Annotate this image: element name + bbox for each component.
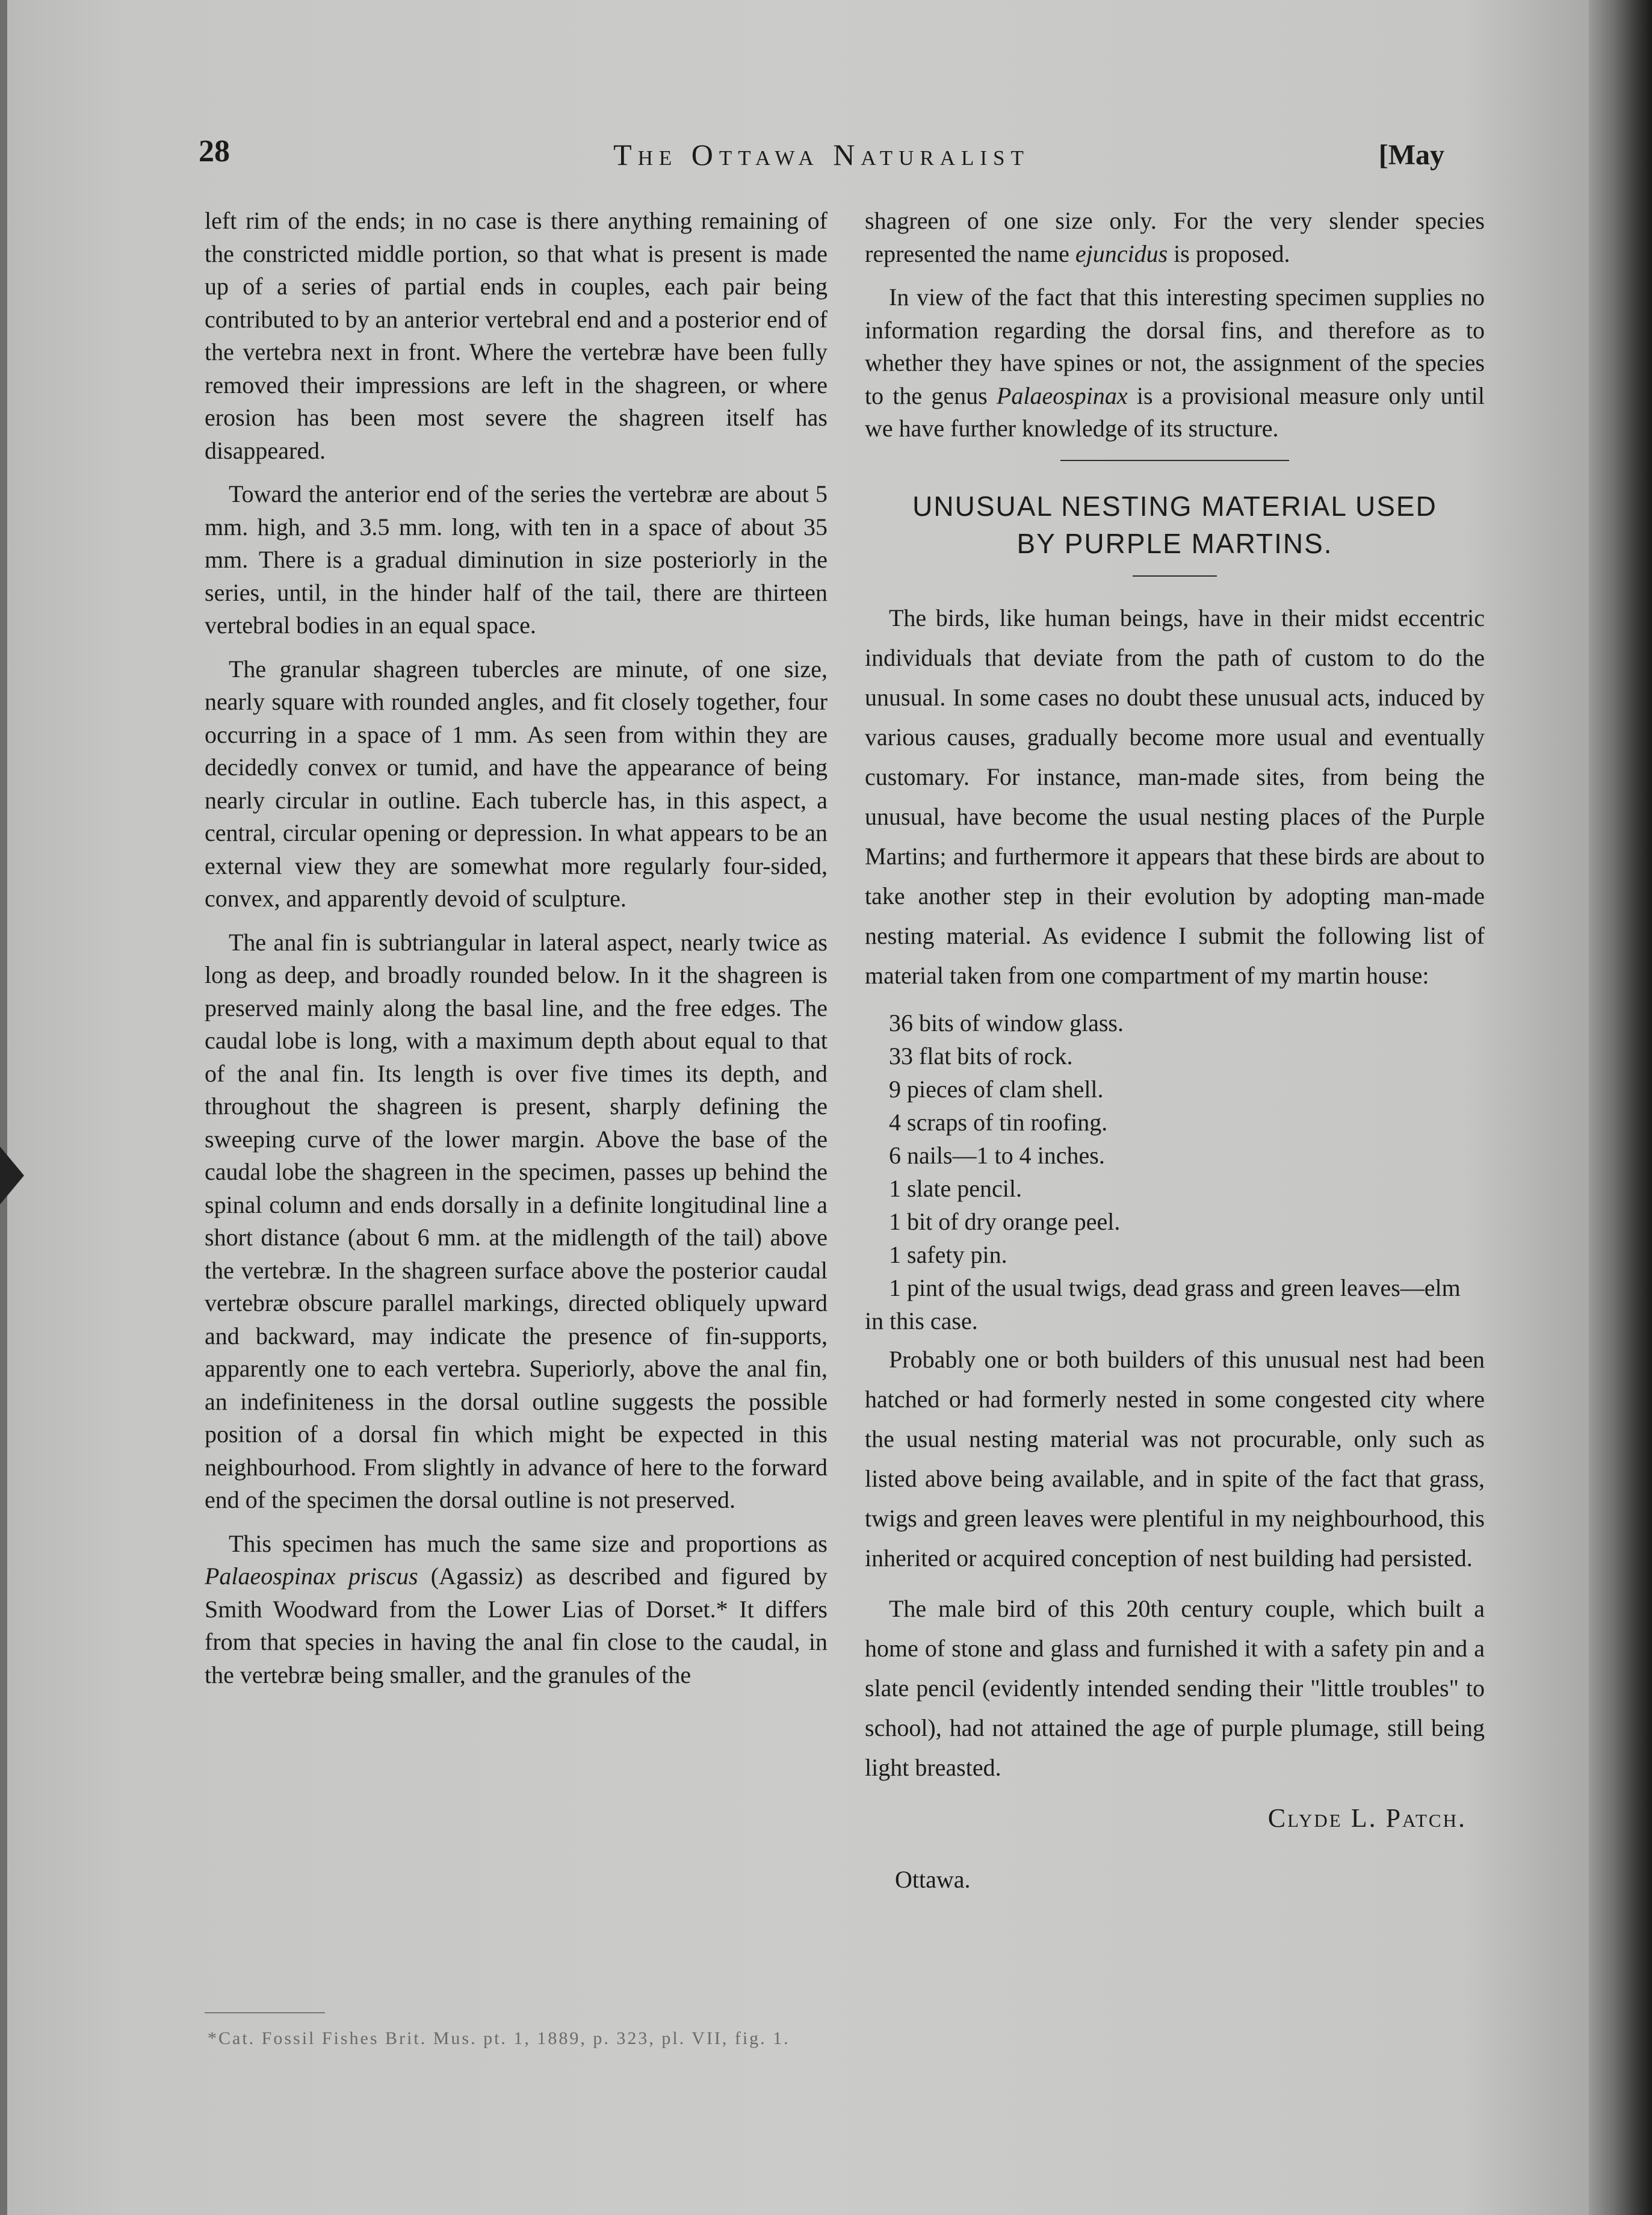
paragraph: left rim of the ends; in no case is there anything remaining of the constricted middle portion, so that what is present is made up of a series of partial ends in couples, each pair being contributed to by an anterior vertebral end and a posterior end of the vertebra next in front. Where the vertebræ have been fully removed their impressions are left in the shagreen, or where erosion has been most severe the shagreen itself has disappeared. [205,207,828,464]
list-item: 33 flat bits of rock. [889,1042,1073,1070]
paragraph: The anal fin is subtriangular in lateral aspect, nearly twice as long as deep, and broadly rounded below. In it the shagreen is preserved mainly along the basal line, and the free edges. The caudal lobe is long, with a maximum depth about equal to that of the anal fin. Its length is over five times its depth, and throughout the shagreen is present, sharply defining the sweeping curve of the lower margin. Above the base of the caudal lobe the shagreen in the specimen, passes up behind the spinal column and ends dorsally in a definite longitudinal line a short distance (about 6 mm. at the midlength of the tail) above the vertebræ. In the shagreen surface above the posterior caudal vertebræ obscure parallel markings, directed obliquely upward and backward, may indicate the presence of fin-supports, apparently one to each vertebra. Superiorly, above the anal fin, an indefiniteness in the dorsal outline suggests the possible position of a dorsal fin which might be expected in this neighbourhood. From slightly in advance of here to the forward end of the specimen the dorsal outline is not preserved. [205,928,828,1513]
paragraph: shagreen of one size only. For the very slender species represented the name ejuncidus is proposed. [865,207,1485,267]
left-column [205,205,828,1702]
article-body [865,598,1485,1900]
right-column [865,205,1485,1900]
paragraph: In view of the fact that this interesting specimen supplies no information regarding the dorsal fins, and therefore as to whether they have spines or not, the assignment of the species to the genus Palaeospinax is a provisional measure only until we have further knowledge of its structure. [865,283,1485,442]
genus-name: Palaeospinax [996,382,1128,409]
paragraph: The male bird of this 20th century couple, which built a home of stone and glass and furnished it with a safety pin and a slate pencil (evidently intended sending their "little troubles" to school), had not attained the age of purple plumage, still being light breasted. [865,1594,1485,1781]
list-item: 1 safety pin. [889,1241,1007,1268]
paragraph: Probably one or both builders of this unusual nest had been hatched or had formerly nested in some congested city where the usual nesting material was not procurable, only such as listed above being available, and in spite of the fact that grass, twigs and green leaves were plentiful in my neighbourhood, this inherited or acquired conception of nest building had persisted. [865,1345,1485,1572]
issue-month: [May [1378,139,1444,171]
paragraph: The birds, like human beings, have in their midst eccentric individuals that deviate from the path of custom to do the unusual. In some cases no doubt these unusual acts, induced by various causes, gradually become more usual and eventually customary. For instance, man-made sites, from being the unusual, have become the usual nesting places of the Purple Martins; and furthermore it appears that these birds are about to take another step in their evolution by adopting man-made nesting material. As evidence I submit the following list of material taken from one compartment of my martin house: [865,604,1485,989]
title-divider [1133,575,1217,577]
author-location: Ottawa. [895,1865,971,1893]
list-item: 9 pieces of clam shell. [889,1075,1104,1103]
running-header [199,134,1444,182]
list-item: 4 scraps of tin roofing. [889,1108,1108,1136]
material-list [865,1006,1485,1337]
page-tab-marker [0,1147,24,1204]
species-name: ejuncidus [1075,240,1168,267]
list-item: 6 nails—1 to 4 inches. [889,1141,1105,1169]
list-item: 1 bit of dry orange peel. [889,1207,1121,1235]
list-item: 1 pint of the usual twigs, dead grass and green leaves—elm in this case. [865,1274,1461,1334]
page-number: 28 [199,134,230,169]
article-title: UNUSUAL NESTING MATERIAL USED BY PURPLE MARTINS. [912,490,1437,559]
journal-title: The Ottawa Naturalist [613,138,1030,172]
paragraph: The granular shagreen tubercles are minute, of one size, nearly square with rounded angles, and fit closely together, four occurring in a space of 1 mm. As seen from within they are decidedly convex or tumid, and have the appearance of being nearly circular in outline. Each tubercle has, in this aspect, a central, circular opening or depression. In what appears to be an external view they are somewhat more regularly four-sided, convex, and apparently devoid of sculpture. [205,655,828,912]
species-name: Palaeospinax priscus [205,1563,418,1590]
section-divider [1060,460,1289,461]
author-signature: Clyde L. Patch. [1267,1803,1467,1833]
list-item: 1 slate pencil. [889,1174,1022,1202]
footnote: *Cat. Fossil Fishes Brit. Mus. pt. 1, 1889, p. 323, pl. VII, fig. 1. [208,2028,790,2048]
list-item: 36 bits of window glass. [889,1009,1124,1036]
paragraph: Toward the anterior end of the series the vertebræ are about 5 mm. high, and 3.5 mm. long, with ten in a space of about 35 mm. There is a gradual diminution in size posteriorly in the series, until, in the hinder half of the tail, there are thirteen vertebral bodies in an equal space. [205,480,828,639]
book-edge [1589,0,1652,2215]
binding-shadow [0,0,7,2215]
footnote-rule [205,2012,325,2013]
paragraph-species-comparison: This specimen has much the same size and proportions as Palaeospinax priscus (Agassiz) as described and figured by Smith Woodward from the Lower Lias of Dorset.* It differs from that species in having the anal fin close to the caudal, in the vertebræ being smaller, and the granules of the [205,1529,828,1688]
